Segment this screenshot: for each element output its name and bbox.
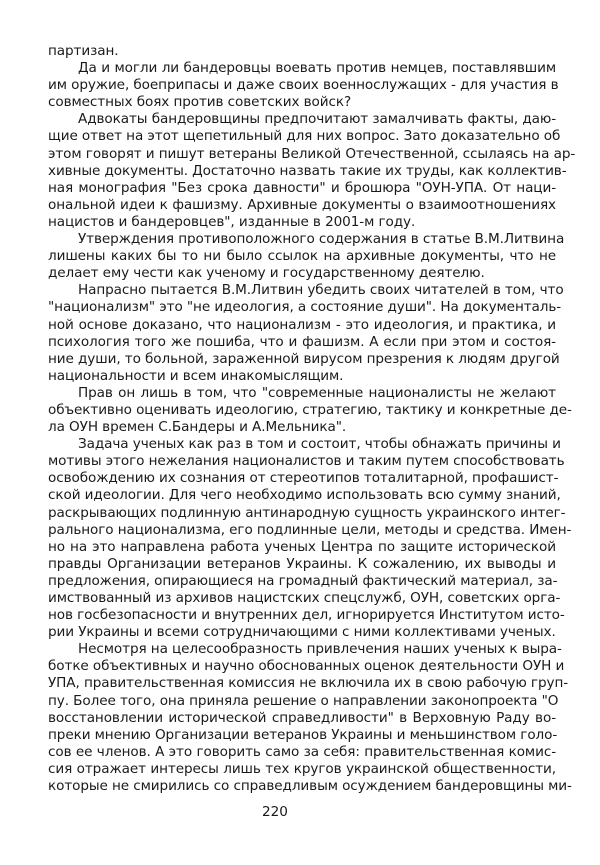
text-line: ние души, то больной, зараженной вирусом презрения к людям другой (48, 350, 560, 367)
paragraph (48, 231, 565, 282)
paragraph (48, 43, 556, 60)
text-line: пу. Более того, она приняла решение о направлении законопроекта "О (48, 692, 559, 709)
text-line: ная монография "Без срока давности" и брошюра "ОУН-УПА. От нaци- (48, 179, 556, 196)
paragraph (48, 384, 572, 436)
text-line: но на это направлена работа ученых Центра по защите исторической (48, 538, 556, 555)
text-line: Адвокаты бандеровщины предпочитают замалчивать факты, даю- (78, 111, 556, 128)
text-line: ональной идеи к фашизму. Архивные документы о взаимоотношениях (48, 196, 556, 213)
text-line: Прав он лишь в том, что "современные националисты не желают (78, 384, 556, 401)
text-line: мотивы этого нежелания националистов и таким путем способствовать (48, 453, 565, 470)
text-line: этом говорят и пишут ветераны Великой Отечественной, ссылаясь на ар- (48, 145, 576, 162)
text-line: Задача ученых как раз в том и состоит, чтобы обнажать причины и (78, 436, 561, 453)
text-line: ской идеологии. Для чего необходимо использовать всю сумму знаний, (48, 487, 561, 504)
text-line: восстановлении исторической справедливости" в Верховную Раду во- (48, 709, 556, 726)
text-line: делает ему чести как ученому и государственному деятелю. (48, 265, 485, 282)
text-line: предложения, опирающиеся на громадный фактический материал, за- (48, 572, 558, 589)
text-line: "национализм" это "не идеология, а состояние души". На документаль- (48, 299, 562, 316)
text-line: имствованный из архивов нацистских спецслужб, ОУН, советских орга- (48, 590, 561, 606)
text-line: которые не смирились со справедливым осуждением бандеровщины ми- (48, 778, 572, 795)
text-line: освобождению их сознания от стереотипов тоталитарной, профашист- (48, 470, 559, 487)
text-line: объективно оценивать идеологию, стратегию, тактику и конкретные де- (48, 401, 572, 418)
text-line: сов ее членов. А это говорить само за себя: правительственная комис- (48, 743, 556, 760)
text-line: сия отражает интересы лишь тех кругов украинской общественности, (48, 760, 556, 777)
page-body (48, 43, 576, 795)
text-line: Несмотря на целесообразность привлечения наших ученых к выра- (78, 641, 562, 658)
paragraph (48, 436, 572, 641)
text-line: щие ответ на этот щепетильный для них вопрос. Зато доказательно об (48, 128, 561, 145)
text-line: рального национализма, его подлинные цели, методы и средства. Имен- (48, 521, 572, 538)
text-line: Напрасно пытается В.М.Литвин убедить своих читателей в том, что (78, 282, 564, 299)
text-line: совместных боях против советских войск? (48, 94, 352, 111)
page-number: 220 (262, 804, 288, 820)
text-line: преки мнению Организации ветеранов Украины и меньшинством голо- (48, 726, 558, 743)
text-line: нов госбезопасности и внутренних дел, игнорируется Институтом исто- (48, 607, 565, 624)
text-line: Да и могли ли бандеровцы воевать против немцев, поставлявшим (78, 60, 556, 77)
paragraph (48, 641, 572, 795)
text-line: ла ОУН времен С.Бандеры и А.Мельника". (48, 419, 347, 436)
text-line: раскрывающих подлинную антинародную сущность украинского интег- (48, 504, 566, 521)
text-line: психология того же пошиба, что и фашизм. А если при этом и состоя- (48, 333, 556, 350)
text-line: нацистов и бандеровцев", изданные в 2001-м году. (48, 213, 416, 230)
text-line: правды Организации ветеранов Украины. К сожалению, их выводы и (48, 555, 556, 572)
text-line: им оружие, боеприпасы и даже своих военнослужащих - для участия в (48, 77, 559, 94)
paragraph (48, 111, 576, 231)
text-line: национальности и всем инакомыслящим. (48, 367, 344, 384)
text-line: партизан. (48, 43, 119, 59)
text-line: ной основе доказано, что национализм - это идеология, и практика, и (48, 316, 556, 333)
text-line: ботке объективных и научно обоснованных оценок деятельности ОУН и (48, 658, 565, 675)
paragraph (48, 60, 559, 111)
text-line: Утверждения противоположного содержания в статье В.М.Литвина (78, 231, 565, 248)
text-line: УПА, правительственная комиссия не включила их в свою рабочую груп- (48, 675, 569, 692)
text-line: рии Украины и всеми сотрудничающими с ними коллективами ученых. (48, 624, 556, 641)
paragraph (48, 282, 564, 385)
text-line: хивные документы. Достаточно назвать такие их труды, как коллектив- (48, 162, 567, 179)
text-line: лишены каких бы то ни было ссылок на архивные документы, что не (48, 248, 556, 265)
